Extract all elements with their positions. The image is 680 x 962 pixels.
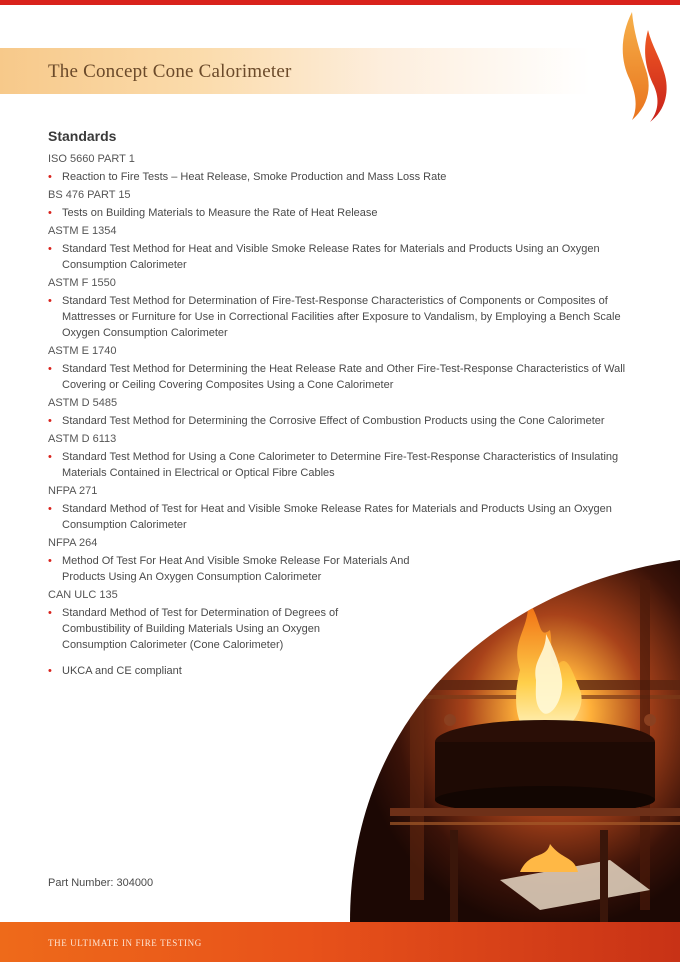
standard-entry: [48, 344, 648, 393]
standard-description: Standard Method of Test for Heat and Visible Smoke Release Rates for Materials and Products Using an Oxygen Consumption Calorimeter: [62, 503, 612, 531]
standard-code: ASTM D 6113: [48, 433, 117, 445]
standard-item: [48, 501, 648, 533]
standard-code: CAN ULC 135: [48, 589, 118, 601]
standard-entry: [48, 188, 648, 221]
standards-section: [48, 128, 648, 679]
bullet-dot-icon: •: [48, 503, 52, 515]
standard-description: Standard Test Method for Determining the Heat Release Rate and Other Fire-Test-Response Characteristics of Wall Covering or Ceiling Covering Composites Using a Cone Calorimeter: [62, 363, 626, 391]
standard-entry: [48, 396, 648, 429]
bullet-dot-icon: •: [48, 555, 52, 567]
standard-entry: [48, 276, 648, 341]
standard-entry: [48, 588, 648, 653]
top-accent-bar: [0, 0, 680, 5]
standard-description: Standard Method of Test for Determination of Degrees of Combustibility of Building Materials Using an Oxygen Consumption Calorimeter (Cone Calorimeter): [62, 607, 339, 651]
standard-item: [48, 169, 648, 185]
standard-item: [48, 413, 648, 429]
title-band: [0, 48, 590, 94]
standard-item: [48, 205, 648, 221]
standards-heading: Standards: [48, 128, 117, 144]
standard-entry: [48, 432, 648, 481]
bullet-dot-icon: •: [48, 665, 52, 677]
standard-description: Standard Test Method for Determining the Corrosive Effect of Combustion Products using the Cone Calorimeter: [62, 415, 605, 427]
compliance-item: [48, 663, 648, 679]
standard-item: [48, 449, 648, 481]
standard-code: BS 476 PART 15: [48, 189, 131, 201]
bullet-dot-icon: •: [48, 363, 52, 375]
bullet-dot-icon: •: [48, 295, 52, 307]
page-title: The Concept Cone Calorimeter: [48, 61, 292, 82]
bullet-dot-icon: •: [48, 607, 52, 619]
standard-entry: [48, 536, 648, 585]
standard-code: ASTM D 5485: [48, 397, 118, 409]
standard-code: ISO 5660 PART 1: [48, 153, 135, 165]
bullet-dot-icon: •: [48, 415, 52, 427]
standard-item: [48, 241, 648, 273]
standard-entry: [48, 152, 648, 185]
bullet-dot-icon: •: [48, 451, 52, 463]
standard-entry: [48, 224, 648, 273]
standard-entry: [48, 484, 648, 533]
standard-item: [48, 605, 353, 653]
standard-description: Method Of Test For Heat And Visible Smoke Release For Materials And Products Using An Oxygen Consumption Calorimeter: [62, 555, 410, 583]
standard-code: ASTM E 1740: [48, 345, 117, 357]
bullet-dot-icon: •: [48, 243, 52, 255]
standard-item: [48, 361, 648, 393]
standard-item: [48, 293, 648, 341]
standard-code: NFPA 271: [48, 485, 98, 497]
standard-code: ASTM E 1354: [48, 225, 117, 237]
standard-description: Standard Test Method for Determination of Fire-Test-Response Characteristics of Components or Composites of Mattresses or Furniture for Use in Correctional Facilities after Exposure to Vandalism, by Employing a Bench Scale Oxygen Consumption Calorimeter: [62, 295, 621, 339]
flame-logo-icon: [618, 8, 670, 124]
standard-code: NFPA 264: [48, 537, 98, 549]
part-number: Part Number: 304000: [48, 877, 154, 889]
standard-code: ASTM F 1550: [48, 277, 116, 289]
standard-description: Reaction to Fire Tests – Heat Release, Smoke Production and Mass Loss Rate: [62, 171, 447, 183]
standard-description: Standard Test Method for Using a Cone Calorimeter to Determine Fire-Test-Response Characteristics of Insulating Materials Contained in Electrical or Optical Fibre Cables: [62, 451, 619, 479]
compliance-text: UKCA and CE compliant: [62, 665, 182, 677]
footer-tagline: THE ULTIMATE IN FIRE TESTING: [48, 938, 202, 948]
standard-description: Standard Test Method for Heat and Visible Smoke Release Rates for Materials and Products Using an Oxygen Consumption Calorimeter: [62, 243, 600, 271]
footer-band: [0, 922, 680, 962]
standard-description: Tests on Building Materials to Measure the Rate of Heat Release: [62, 207, 378, 219]
standard-item: [48, 553, 418, 585]
bullet-dot-icon: •: [48, 171, 52, 183]
bullet-dot-icon: •: [48, 207, 52, 219]
